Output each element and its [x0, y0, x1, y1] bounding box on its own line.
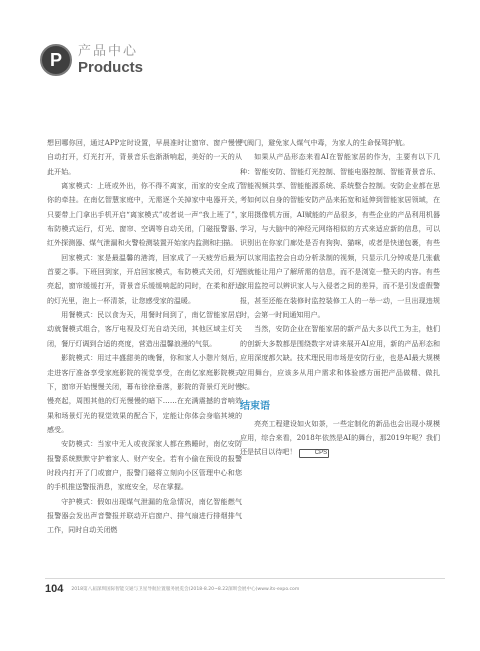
logo-letter: P	[49, 49, 62, 70]
conclusion-text: 亮亮工程建设如火如荼，一些定制化的新品也会出现小规模应用，综合来看，2018年依然是AI的舞台，那2019年呢？我们还是拭目以待吧！	[240, 418, 440, 457]
paragraph: 安防模式：当家中无人或夜深家人都在熟睡时，南亿安防报警系统默默守护着家人、财产安全。若有小偷在预设的报警时段内打开了门或窗户，报警门磁将立刻向小区管理中心和您的手机推送警报消息，家庭安全，尽在掌握。	[47, 439, 242, 492]
paragraph: 影院模式：用过丰盛甜美的晚餐，你和家人小憩片刻后，走进客厅准备享受家庭影院的视觉享受，在南亿家庭影院模式下，窗帘开始慢慢关闭，幕布徐徐垂落，影院的背景灯光时慢慢亮起，周围其他的灯光慢慢的暗下……在充满震撼的音响效果和场景灯光的视觉效果的配合下，定能让你体会身临其境的感受。	[47, 353, 242, 434]
right-column	[240, 136, 440, 460]
paragraph: 气阀门，避免家人煤气中毒，为家人的生命保驾护航。	[240, 138, 410, 147]
paragraph: 想回哪你回，通过APP定时设置，早晨准时让窗帘、窗户慢慢自动打开，灯光打开，背景音乐也渐渐响起，美好的一天的从此开始。	[47, 138, 242, 176]
page-footer	[45, 578, 445, 595]
section-title-block	[78, 45, 143, 75]
footer-text: 2018第八届深圳国际智能交通与卫星导航位置服务展览会(2018-8.20~8.22深圳会展中心)www.its-expo.com	[71, 587, 300, 592]
paragraph: 守护模式：假如出现煤气泄漏的危急情况，南亿智能燃气报警器会发出声音警报并联动开启窗户、排气扇进行排烟排气工作，同时自动关闭燃	[47, 496, 242, 535]
end-mark-icon: CPS	[299, 449, 329, 458]
conclusion-heading: 结束语	[240, 401, 270, 413]
left-column	[47, 136, 242, 538]
conclusion-paragraph	[240, 417, 440, 460]
paragraph: 回家模式：家是最温馨的港湾，回家成了一天疲劳后最为首要之事。下班回到家，开启回家模式，布防模式关闭，灯光亮起，窗帘缓缓打开，背景音乐缓缓响起的同时，在柔和舒适的灯光里，泡上一杯清茶，让您感受家的温暖。	[47, 252, 242, 305]
section-logo-icon	[40, 44, 72, 76]
paragraph: 如果从产品形态来看AI在智能家居的作为，主要有以下几种：智能安防、智能灯光控制、智能电器控制、智能背景音乐、智能视频共享、智能能源系统、系统整合控制。安防企业都在思考如何以自身的智能安防产品来拓宽和延伸到智能家居领域，在家用摄像机方面，AI赋能的产品很多，有些企业的产品利用机器学习，与大脑中的神经元网络相似的方式来适应新的信息，可以识别出在你家门廊处是否有狗狗、猫咪，或者是快递包裹，有些可以家用监控会自动分析录制的视频，只显示几分钟或是几张截图就能让用户了解所需的信息，而不是浏览一整天的内容。有些家用监控可以辨识家人与入侵者之间的差异，而不是引发虚假警报，甚至还能在装修时监控装修工人的一举一动，一旦出现违规时，会第一时间通知用户。	[240, 152, 440, 320]
paragraph: 离家模式：上班或外出，你不得不离家，而家的安全成了你的牵挂。在南亿智慧家庭中，无需逐个关掉家中电器开关，只要带上门拿出手机开启“离家模式”或者说一声“我上班了”，布防模式运行，灯光、窗帘、空调等自动关闭，门磁报警器、红外探测器、煤气泄漏和火警检测装置开始家内监测和扫描。	[47, 181, 242, 248]
page-number: 104	[45, 583, 64, 595]
paragraph: 当然，安防企业在智能家居的新产品大多以代工为主，他们的创新大多数都是围绕数字对讲来展开AI应用，新的产品形态和应用深度都欠缺。技术理民用市场是安防行业，也是AI最大规模应用舞台，应该多从用户需求和体验感方面把产品做精、做扎实。	[240, 324, 440, 391]
section-header	[40, 40, 143, 80]
section-title-cn: 产品中心	[78, 44, 139, 59]
section-title-en: Products	[78, 59, 144, 76]
paragraph: 用餐模式：民以食为天，用餐时间到了，南亿智能家居启动就餐模式组合，客厅电视及灯光自动关闭，其他区域主灯关闭，餐厅灯调到合适的亮度，营造出温馨浪漫的气氛。	[47, 310, 242, 348]
